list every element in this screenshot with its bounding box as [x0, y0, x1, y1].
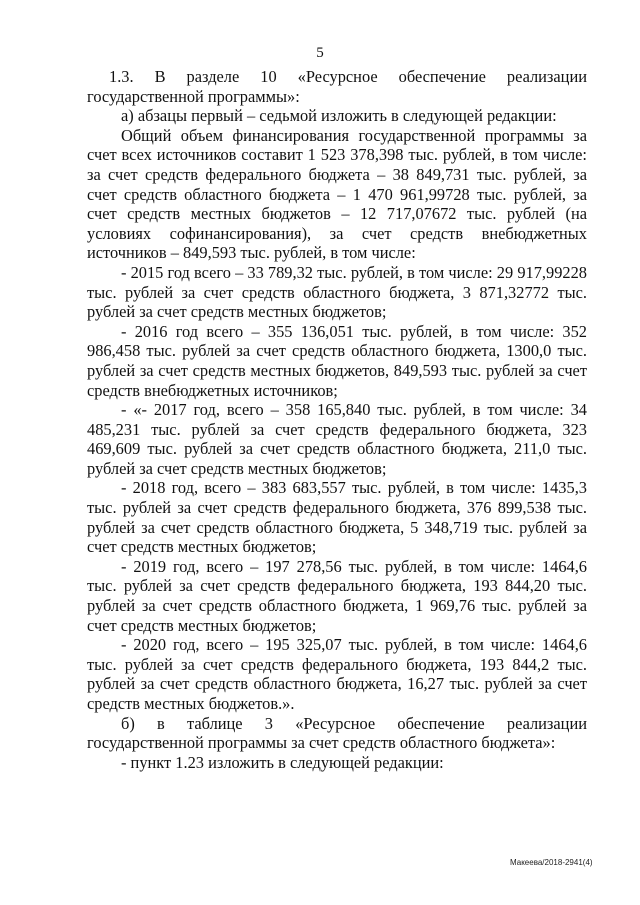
document-body	[87, 67, 587, 772]
paragraph-year-2017: - «- 2017 год, всего – 358 165,840 тыс. рублей, в том числе: 34 485,231 тыс. рублей за счет средств федерального бюджета, 323 469,609 тыс. рублей за счет средств областного бюджета, 211,0 тыс. рублей за счет средств местных бюджетов;	[87, 400, 587, 478]
paragraph-year-2016: - 2016 год всего – 355 136,051 тыс. рублей, в том числе: 352 986,458 тыс. рублей за счет средств областного бюджета, 1300,0 тыс. рублей за счет средств местных бюджетов, 849,593 тыс. рублей за счет средств внебюджетных источников;	[87, 321, 587, 400]
page-number: 5	[316, 45, 324, 61]
paragraph-year-2015: - 2015 год всего – 33 789,32 тыс. рублей, в том числе: 29 917,99228 тыс. рублей за счет средств областного бюджета, 3 871,32772 тыс. рублей за счет средств местных бюджетов;	[87, 262, 587, 322]
footer-document-code: Макеева/2018-2941(4)	[510, 858, 593, 867]
paragraph-a: а) абзацы первый – седьмой изложить в следующей редакции:	[121, 106, 557, 126]
paragraph-b-table-3: б) в таблице 3 «Ресурсное обеспечение реализации государственной программы за счет средств областного бюджета»:	[87, 713, 587, 753]
paragraph-year-2018: - 2018 год, всего – 383 683,557 тыс. рублей, в том числе: 1435,3 тыс. рублей за счет средств федерального бюджета, 376 899,538 тыс. рублей за счет средств областного бюджета, 5 348,719 тыс. рублей за счет средств местных бюджетов;	[87, 478, 587, 557]
paragraph-year-2019: - 2019 год, всего – 197 278,56 тыс. рублей, в том числе: 1464,6 тыс. рублей за счет средств федерального бюджета, 193 844,20 тыс. рублей за счет средств областного бюджета, 1 969,76 тыс. рублей за счет средств местных бюджетов;	[87, 556, 587, 635]
paragraph-year-2020: - 2020 год, всего – 195 325,07 тыс. рублей, в том числе: 1464,6 тыс. рублей за счет средств федерального бюджета, 193 844,2 тыс. рублей за счет средств областного бюджета, 16,27 тыс. рублей за счет средств местных бюджетов.».	[87, 635, 587, 713]
section-heading-paragraph: 1.3. В разделе 10 «Ресурсное обеспечение реализации государственной программы»:	[87, 67, 587, 106]
paragraph-item-1-23: - пункт 1.23 изложить в следующей редакции:	[121, 752, 444, 772]
paragraph-total-funding: Общий объем финансирования государственной программы за счет всех источников составит 1 523 378,398 тыс. рублей, в том числе: за счет средств федерального бюджета – 38 849,731 тыс. рублей, за счет средств областного бюджета – 1 470 961,99728 тыс. рублей, за счет средств местных бюджетов – 12 717,07672 тыс. рублей (на условиях софинансирования), за счет средств внебюджетных источников – 849,593 тыс. рублей, в том числе:	[87, 125, 587, 263]
